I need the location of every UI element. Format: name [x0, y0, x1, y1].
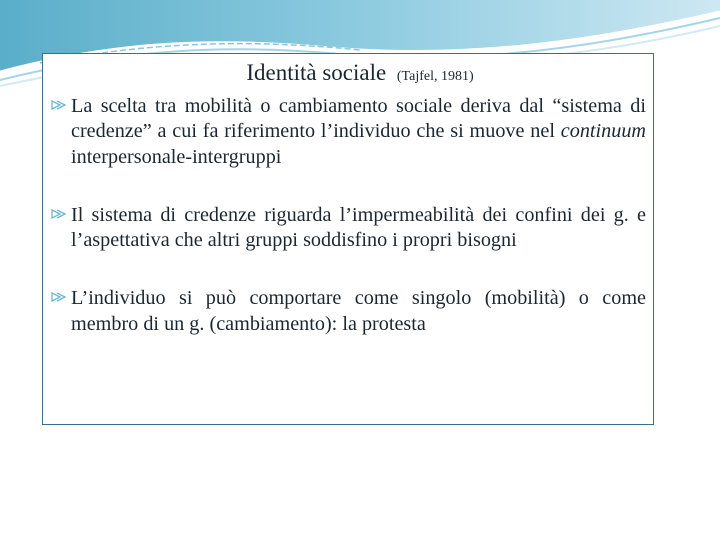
bullet-item [50, 286, 646, 337]
bullet-arrow-icon [51, 291, 67, 303]
bullet-text: L’individuo si può comportare come singolo (mobilità) o come membro di un g. (cambiamento): la protesta [71, 287, 646, 335]
title-citation: (Tajfel, 1981) [396, 69, 474, 84]
bullet-text-part: La scelta tra mobilità o cambiamento sociale deriva dal “sistema di credenze” a cui fa riferimento l’individuo che si muove nel [71, 95, 646, 143]
title-main: Identità sociale [246, 60, 387, 85]
bullet-emphasis: continuum [560, 120, 646, 143]
bullet-arrow-icon [51, 208, 67, 220]
bullet-arrow-icon [51, 99, 67, 111]
slide-title [0, 60, 720, 86]
bullet-list [50, 94, 646, 364]
bullet-text-part: interpersonale-intergruppi [71, 145, 282, 168]
bullet-item [50, 94, 646, 170]
bullet-text [71, 95, 646, 168]
bullet-text: Il sistema di credenze riguarda l’impermeabilità dei confini dei g. e l’aspettativa che altri gruppi soddisfino i propri bisogni [71, 203, 646, 251]
bullet-item [50, 203, 646, 254]
